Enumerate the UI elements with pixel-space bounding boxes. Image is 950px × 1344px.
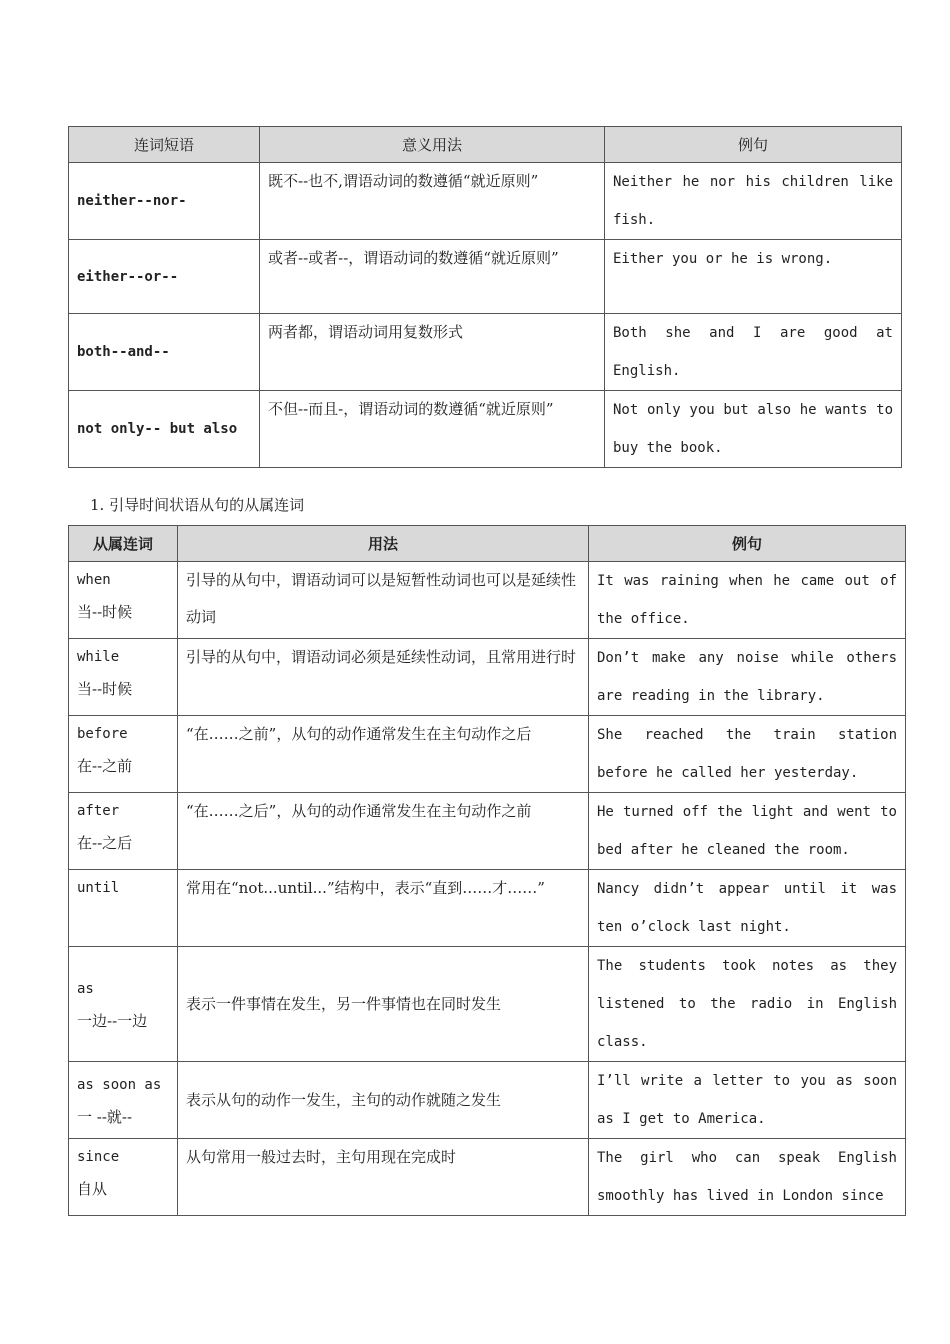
conjunction-word: as bbox=[77, 981, 94, 997]
example-cell: It was raining when he came out of the office. bbox=[589, 562, 906, 639]
header-phrase: 连词短语 bbox=[69, 127, 260, 163]
header-usage: 意义用法 bbox=[260, 127, 605, 163]
conjunction-meaning: 当--时候 bbox=[77, 603, 133, 621]
conjunction-meaning: 当--时候 bbox=[77, 680, 133, 698]
example-cell: Nancy didn’t appear until it was ten o’clock last night. bbox=[589, 870, 906, 947]
table-row bbox=[69, 639, 906, 716]
example-cell: Either you or he is wrong. bbox=[605, 240, 902, 314]
usage-cell: 或者--或者--，谓语动词的数遵循“就近原则” bbox=[260, 240, 605, 314]
conjunction-word: as soon as bbox=[77, 1077, 162, 1093]
table-row bbox=[69, 562, 906, 639]
conjunction-meaning: 一 --就-- bbox=[77, 1108, 133, 1126]
conjunction-cell bbox=[69, 1062, 178, 1139]
section-caption: 1. 引导时间状语从句的从属连词 bbox=[90, 496, 305, 514]
conjunction-cell bbox=[69, 947, 178, 1062]
example-cell: The girl who can speak English smoothly has lived in London since bbox=[589, 1139, 906, 1216]
example-cell: She reached the train station before he called her yesterday. bbox=[589, 716, 906, 793]
conjunction-cell bbox=[69, 716, 178, 793]
example-cell: The students took notes as they listened to the radio in English class. bbox=[589, 947, 906, 1062]
usage-cell: 引导的从句中，谓语动词必须是延续性动词，且常用进行时 bbox=[178, 639, 589, 716]
phrase-cell: either--or-- bbox=[69, 240, 260, 314]
usage-cell: 从句常用一般过去时，主句用现在完成时 bbox=[178, 1139, 589, 1216]
usage-cell: 表示从句的动作一发生，主句的动作就随之发生 bbox=[178, 1062, 589, 1139]
header-usage: 用法 bbox=[178, 526, 589, 562]
time-clause-conjunction-table bbox=[68, 525, 906, 1216]
conjunction-word: since bbox=[77, 1149, 120, 1165]
conjunction-cell bbox=[69, 562, 178, 639]
table-header-row bbox=[69, 127, 902, 163]
conjunction-cell bbox=[69, 870, 178, 947]
usage-cell: “在……之前”，从句的动作通常发生在主句动作之后 bbox=[178, 716, 589, 793]
table-row bbox=[69, 1139, 906, 1216]
table-row bbox=[69, 1062, 906, 1139]
usage-cell: “在……之后”，从句的动作通常发生在主句动作之前 bbox=[178, 793, 589, 870]
conjunction-word: until bbox=[77, 880, 120, 896]
usage-cell: 引导的从句中，谓语动词可以是短暂性动词也可以是延续性动词 bbox=[178, 562, 589, 639]
example-cell: Both she and I are good at English. bbox=[605, 314, 902, 391]
table-row bbox=[69, 716, 906, 793]
table-row bbox=[69, 793, 906, 870]
conjunction-word: after bbox=[77, 803, 120, 819]
table-row bbox=[69, 314, 902, 391]
conjunction-cell bbox=[69, 639, 178, 716]
example-cell: Don’t make any noise while others are reading in the library. bbox=[589, 639, 906, 716]
conjunction-word: while bbox=[77, 649, 120, 665]
example-cell: He turned off the light and went to bed after he cleaned the room. bbox=[589, 793, 906, 870]
conjunction-meaning: 自从 bbox=[77, 1180, 108, 1198]
example-cell: Not only you but also he wants to buy the book. bbox=[605, 391, 902, 468]
conjunction-cell bbox=[69, 793, 178, 870]
table-row bbox=[69, 240, 902, 314]
conjunction-meaning: 一边--一边 bbox=[77, 1012, 148, 1030]
table-row bbox=[69, 391, 902, 468]
example-cell: Neither he nor his children like fish. bbox=[605, 163, 902, 240]
header-example: 例句 bbox=[605, 127, 902, 163]
table-row bbox=[69, 870, 906, 947]
conjunction-meaning: 在--之前 bbox=[77, 757, 133, 775]
phrase-cell: not only-- but also bbox=[69, 391, 260, 468]
header-word: 从属连词 bbox=[69, 526, 178, 562]
conjunction-phrase-table bbox=[68, 126, 902, 468]
phrase-cell: both--and-- bbox=[69, 314, 260, 391]
header-example: 例句 bbox=[589, 526, 906, 562]
usage-cell: 表示一件事情在发生，另一件事情也在同时发生 bbox=[178, 947, 589, 1062]
usage-cell: 两者都，谓语动词用复数形式 bbox=[260, 314, 605, 391]
table-row bbox=[69, 163, 902, 240]
conjunction-word: when bbox=[77, 572, 111, 588]
table-row bbox=[69, 947, 906, 1062]
usage-cell: 常用在“not...until...”结构中，表示“直到……才……” bbox=[178, 870, 589, 947]
phrase-cell: neither--nor- bbox=[69, 163, 260, 240]
usage-cell: 不但--而且-，谓语动词的数遵循“就近原则” bbox=[260, 391, 605, 468]
table-header-row bbox=[69, 526, 906, 562]
example-cell: I’ll write a letter to you as soon as I get to America. bbox=[589, 1062, 906, 1139]
conjunction-cell bbox=[69, 1139, 178, 1216]
conjunction-meaning: 在--之后 bbox=[77, 834, 133, 852]
conjunction-word: before bbox=[77, 726, 128, 742]
usage-cell: 既不--也不,谓语动词的数遵循“就近原则” bbox=[260, 163, 605, 240]
